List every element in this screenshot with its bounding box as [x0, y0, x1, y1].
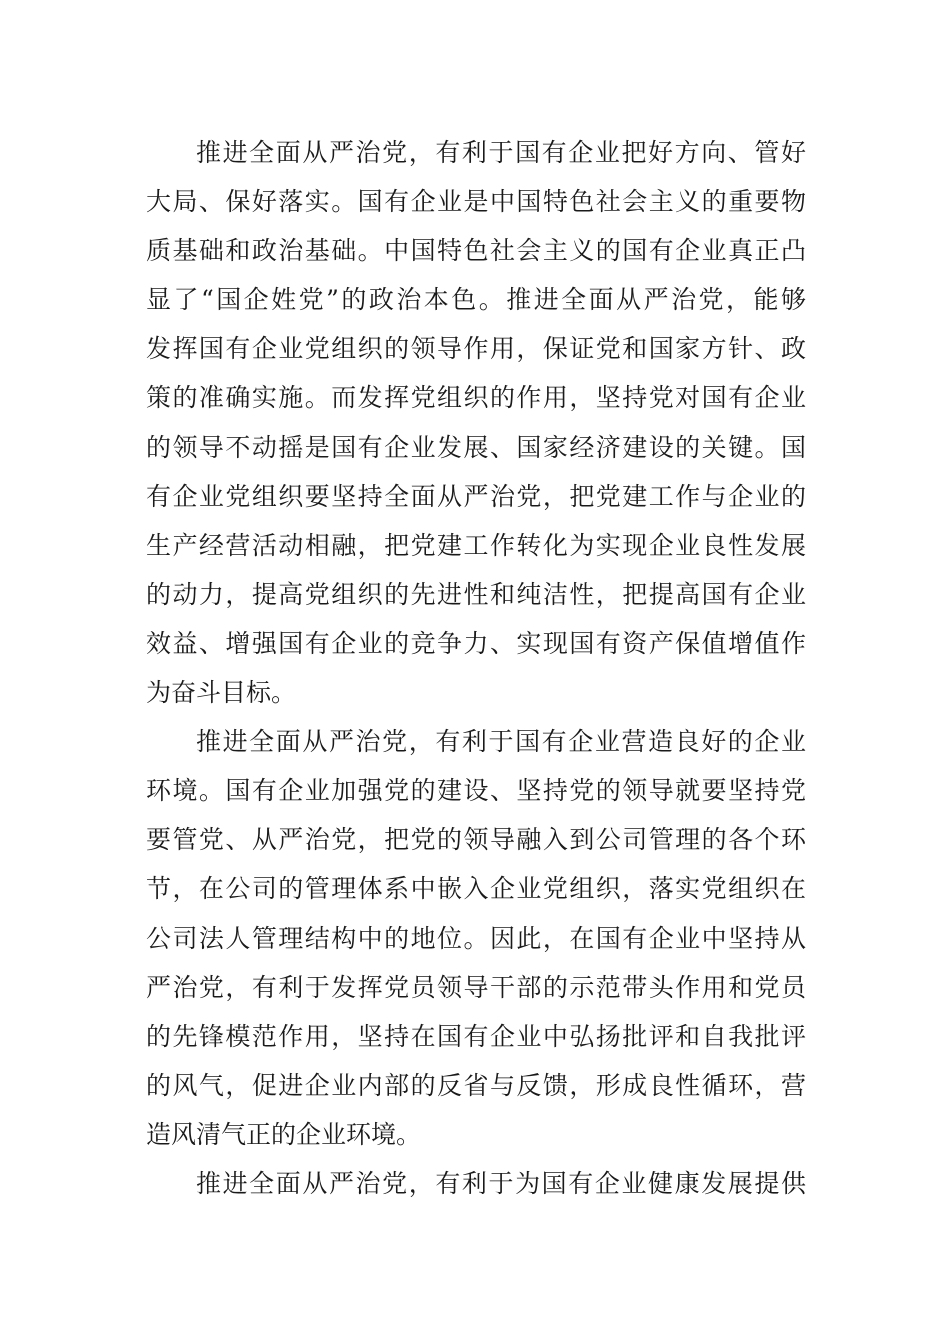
text-line: 造风清气正的企业环境。 — [146, 1119, 422, 1149]
document-body — [146, 128, 806, 1208]
text-line: 要管党、从严治党，把党的领导融入到公司管理的各个环 — [146, 825, 806, 855]
text-line: 显了“国企姓党”的政治本色。推进全面从严治党，能够 — [146, 285, 806, 315]
paragraph-2 — [146, 717, 806, 1159]
text-line: 的先锋模范作用，坚持在国有企业中弘扬批评和自我批评 — [146, 1021, 806, 1051]
text-line: 有企业党组织要坚持全面从严治党，把党建工作与企业的 — [146, 481, 806, 511]
text-line: 生产经营活动相融，把党建工作转化为实现企业良性发展 — [146, 530, 806, 560]
text-line: 的动力，提高党组织的先进性和纯洁性，把提高国有企业 — [146, 579, 806, 609]
text-line: 为奋斗目标。 — [146, 678, 297, 708]
text-line: 推进全面从严治党，有利于国有企业营造良好的企业 — [196, 727, 806, 757]
paragraph-1 — [146, 128, 806, 717]
text-line: 的领导不动摇是国有企业发展、国家经济建设的关键。国 — [146, 432, 806, 462]
text-line: 策的准确实施。而发挥党组织的作用，坚持党对国有企业 — [146, 383, 806, 413]
text-line: 严治党，有利于发挥党员领导干部的示范带头作用和党员 — [146, 972, 806, 1002]
text-line: 的风气，促进企业内部的反省与反馈，形成良性循环，营 — [146, 1070, 806, 1100]
text-line: 节，在公司的管理体系中嵌入企业党组织，落实党组织在 — [146, 874, 806, 904]
text-line: 推进全面从严治党，有利于国有企业把好方向、管好 — [196, 138, 806, 167]
text-line: 质基础和政治基础。中国特色社会主义的国有企业真正凸 — [146, 236, 806, 266]
text-line: 公司法人管理结构中的地位。因此，在国有企业中坚持从 — [146, 923, 806, 953]
text-line: 大局、保好落实。国有企业是中国特色社会主义的重要物 — [146, 187, 806, 217]
text-line: 效益、增强国有企业的竞争力、实现国有资产保值增值作 — [146, 628, 806, 658]
text-line: 推进全面从严治党，有利于为国有企业健康发展提供 — [196, 1168, 806, 1198]
paragraph-3 — [146, 1159, 806, 1208]
text-line: 环境。国有企业加强党的建设、坚持党的领导就要坚持党 — [146, 776, 806, 806]
text-line: 发挥国有企业党组织的领导作用，保证党和国家方针、政 — [146, 334, 806, 364]
